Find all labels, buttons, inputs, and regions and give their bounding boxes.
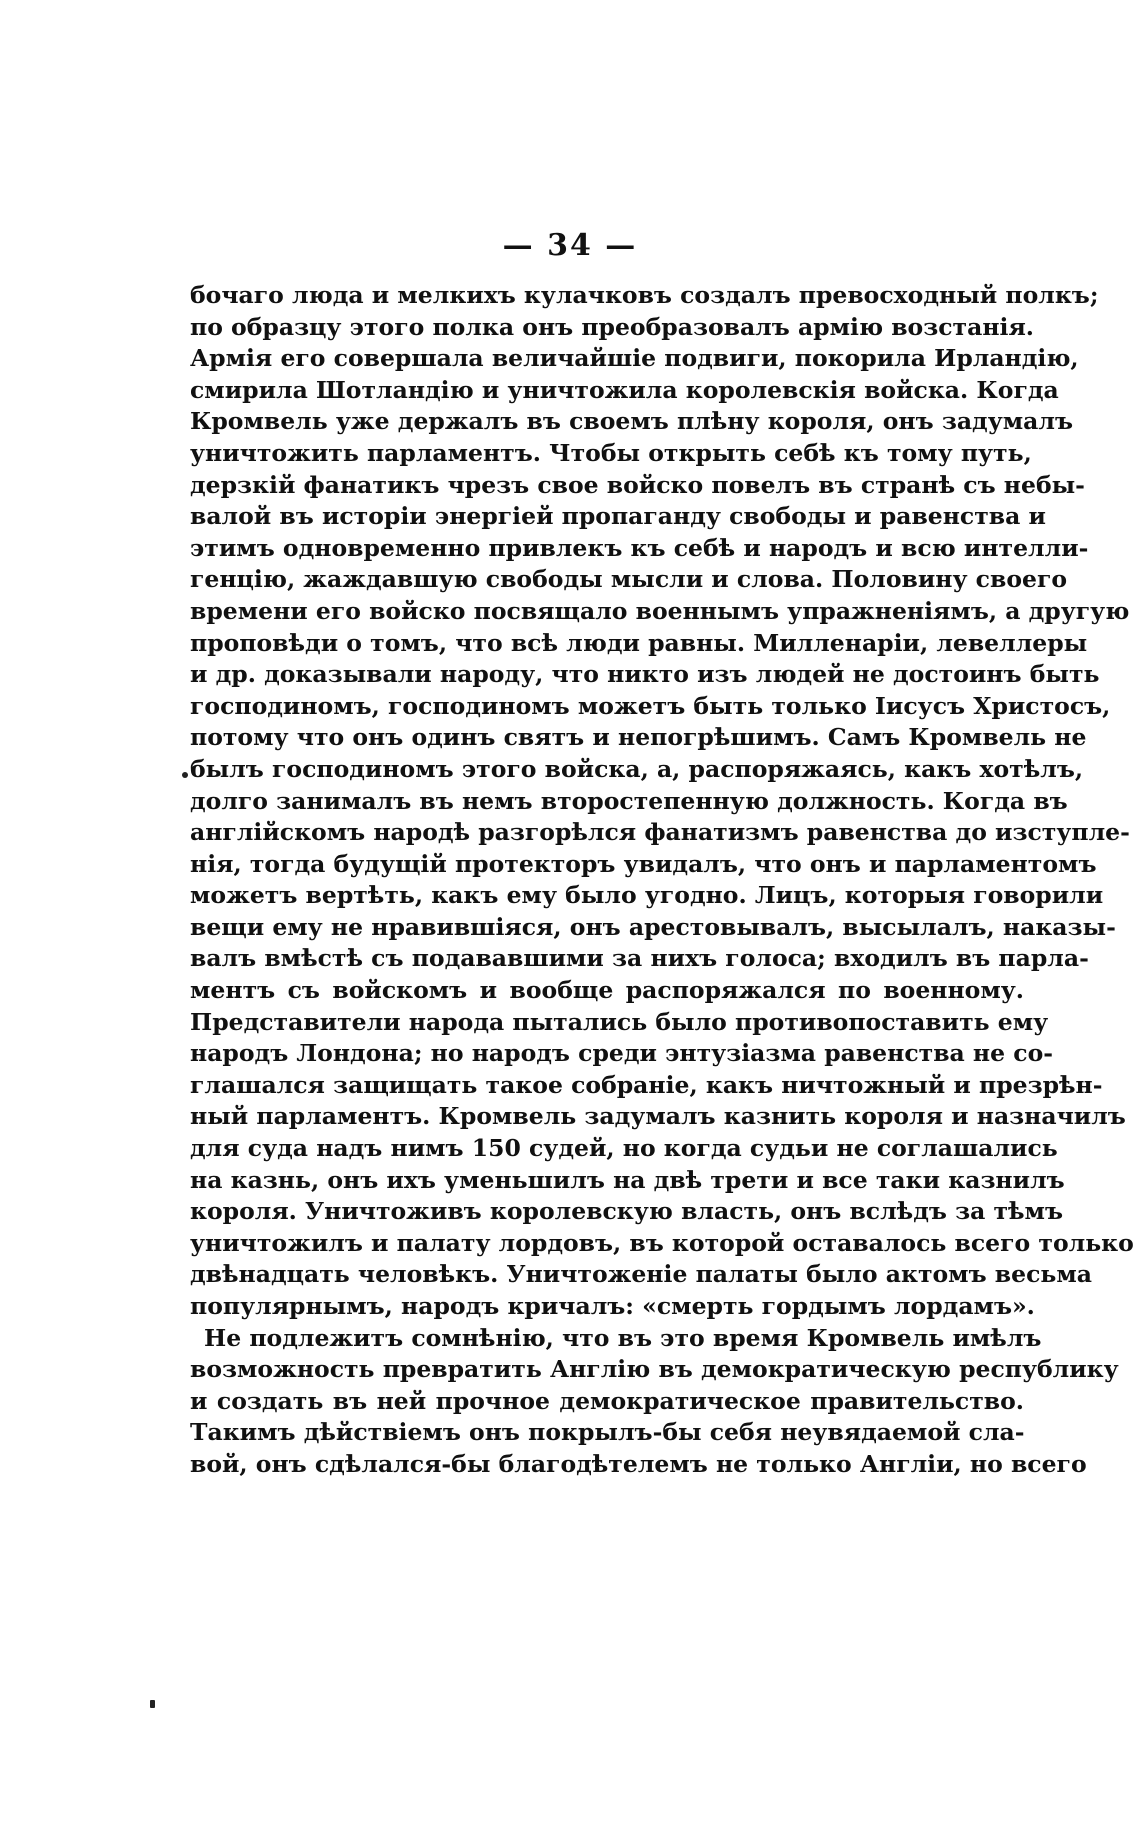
text-line: проповѣди о томъ, что всѣ люди равны. Милленаріи, левеллеры <box>190 628 1088 657</box>
text-line: для суда надъ нимъ 150 судей, но когда судьи не соглашались <box>190 1134 1058 1163</box>
text-line: вой, онъ сдѣлался-бы благодѣтелемъ не только Англіи, но всего <box>190 1449 1087 1478</box>
scan-speck <box>182 772 188 778</box>
text-line: долго занималъ въ немъ второстепенную должность. Когда въ <box>190 786 1068 815</box>
text-line: потому что онъ одинъ святъ и непогрѣшимъ. Самъ Кромвель не <box>190 723 1087 752</box>
text-line: генцію, жаждавшую свободы мысли и слова. Половину своего <box>190 565 1068 594</box>
page-number: — 34 — <box>502 228 638 263</box>
body-text <box>190 280 1134 1481</box>
text-line: и др. доказывали народу, что никто изъ людей не достоинъ быть <box>190 660 1100 689</box>
text-line: на казнь, онъ ихъ уменьшилъ на двѣ трети и все таки казнилъ <box>190 1165 1065 1194</box>
text-line: короля. Уничтоживъ королевскую власть, онъ вслѣдъ за тѣмъ <box>190 1197 1063 1226</box>
text-line: нія, тогда будущій протекторъ увидалъ, что онъ и парламентомъ <box>190 849 1097 878</box>
text-line: господиномъ, господиномъ можетъ быть только Іисусъ Христосъ, <box>190 691 1111 720</box>
text-line: по образцу этого полка онъ преобразовалъ армію возстанія. <box>190 312 1034 341</box>
text-line: Такимъ дѣйствіемъ онъ покрылъ-бы себя неувядаемой сла- <box>190 1418 1025 1447</box>
text-line: возможность превратить Англію въ демократическую республику <box>190 1355 1119 1384</box>
text-line: можетъ вертѣть, какъ ему было угодно. Лицъ, которыя говорили <box>190 881 1104 910</box>
text-line: этимъ одновременно привлекъ къ себѣ и народъ и всю интелли- <box>190 533 1089 562</box>
text-line: валой въ исторіи энергіей пропаганду свободы и равенства и <box>190 502 1046 531</box>
scan-speck <box>150 1700 155 1708</box>
text-line: глашался защищать такое собраніе, какъ ничтожный и презрѣн- <box>190 1070 1103 1099</box>
text-line: Представители народа пытались было противопоставить ему <box>190 1007 1049 1036</box>
paragraph-start-line: Не подлежитъ сомнѣнію, что въ это время Кромвель имѣлъ <box>204 1323 1042 1352</box>
text-line: былъ господиномъ этого войска, а, распоряжаясь, какъ хотѣлъ, <box>190 754 1084 783</box>
text-line: двѣнадцать человѣкъ. Уничтоженіе палаты было актомъ весьма <box>190 1260 1092 1289</box>
paragraph-end-line: популярнымъ, народъ кричалъ: «смерть гордымъ лордамъ». <box>190 1292 1035 1320</box>
text-line: смирила Шотландію и уничтожила королевскія войска. Когда <box>190 375 1059 404</box>
text-line: уничтожилъ и палату лордовъ, въ которой оставалось всего только <box>190 1228 1134 1257</box>
text-line: и создать въ ней прочное демократическое правительство. <box>190 1386 1024 1415</box>
text-line: уничтожить парламентъ. Чтобы открыть себѣ къ тому путь, <box>190 438 1032 467</box>
text-line: дерзкій фанатикъ чрезъ свое войско повелъ въ странѣ съ небы- <box>190 470 1085 499</box>
text-line: Армія его совершала величайшіе подвиги, покорила Ирландію, <box>190 344 1079 373</box>
text-line: Кромвель уже держалъ въ своемъ плѣну короля, онъ задумалъ <box>190 407 1073 436</box>
text-line: ный парламентъ. Кромвель задумалъ казнить короля и назначилъ <box>190 1102 1126 1131</box>
text-line: времени его войско посвящало военнымъ упражненіямъ, а другую <box>190 596 1130 625</box>
text-line: народъ Лондона; но народъ среди энтузіазма равенства не со- <box>190 1039 1054 1068</box>
text-line: англійскомъ народѣ разгорѣлся фанатизмъ равенства до изступле- <box>190 818 1130 847</box>
text-line: валъ вмѣстѣ съ подававшими за нихъ голоса; входилъ въ парла- <box>190 944 1089 973</box>
text-line: ментъ съ войскомъ и вообще распоряжался по военному. <box>190 976 1024 1005</box>
text-line: бочаго люда и мелкихъ кулачковъ создалъ превосходный полкъ; <box>190 281 1099 309</box>
text-line: вещи ему не нравившіяся, онъ арестовывалъ, высылалъ, наказы- <box>190 912 1116 941</box>
